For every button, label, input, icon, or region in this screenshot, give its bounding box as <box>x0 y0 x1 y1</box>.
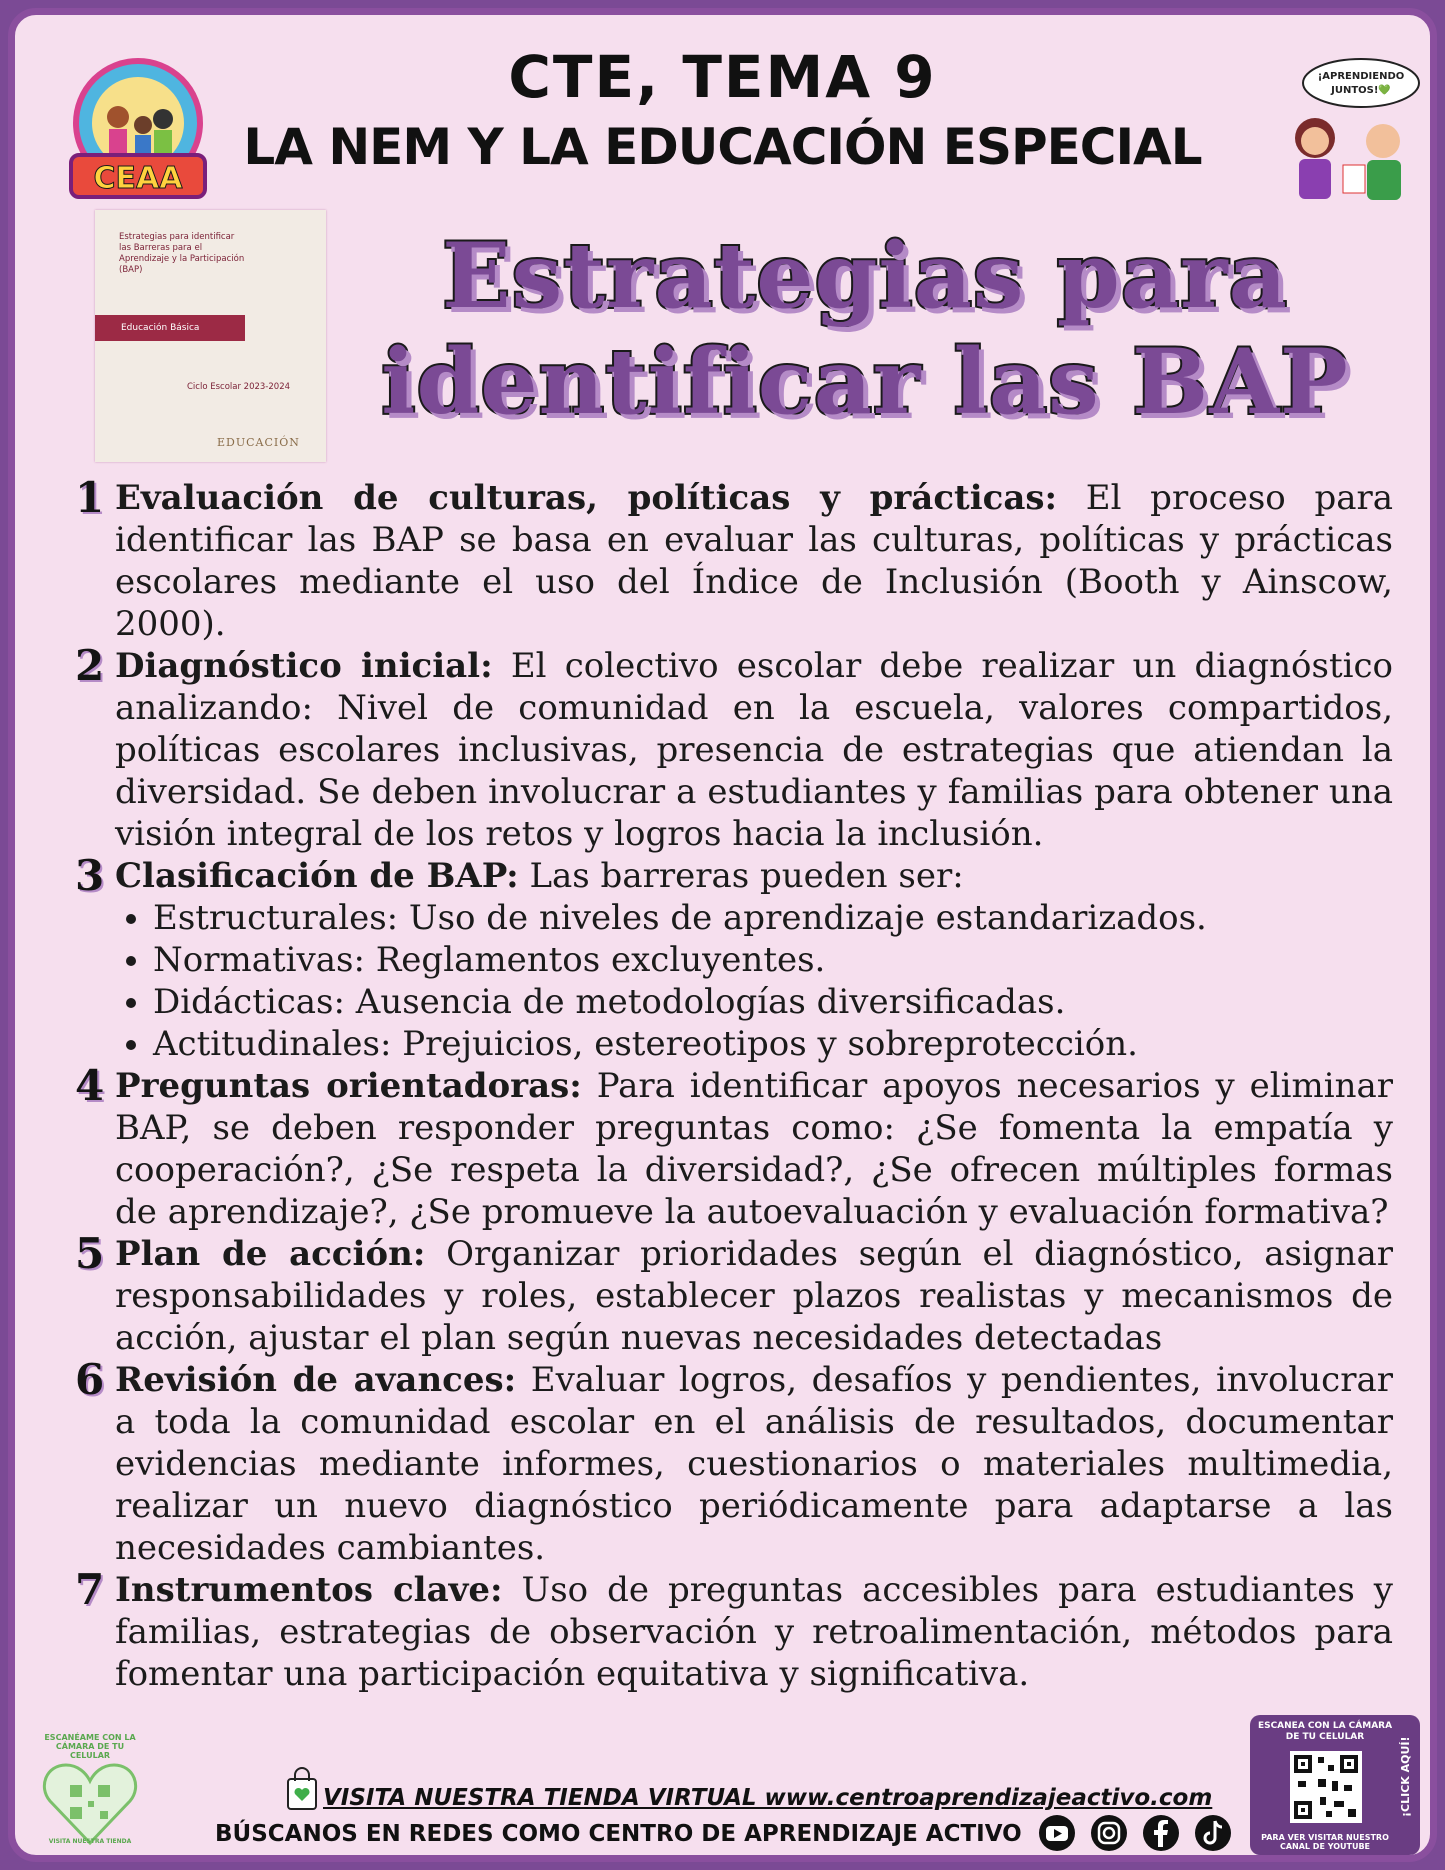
item-label: Evaluación de culturas, políticas y prácticas: <box>115 478 1058 518</box>
item-text: Uso de preguntas accesibles para estudiantes y familias, estrategias de observación y retroalimentación, métodos para fomentar una participación equitativa y significativa. <box>115 1570 1393 1694</box>
main-title-line-1: Estrategias para <box>442 223 1288 329</box>
click-here-label[interactable]: ¡CLICK AQUÍ! <box>1399 1736 1412 1818</box>
item-label: Instrumentos clave: <box>115 1570 503 1610</box>
barrier-item: • Didácticas: Ausencia de metodologías diversificadas. <box>153 981 1393 1023</box>
item-text: El colectivo escolar debe realizar un diagnóstico analizando: Nivel de comunidad en la escuela, valores compartidos, políticas escolares inclusivas, presencia de estrategias que atiendan la diversidad. Se deben involucrar a estudiantes y familias para obtener una visión integral de los retos y logros hacia la inclusión. <box>115 646 1393 854</box>
item-number: 4 <box>75 1061 105 1110</box>
list-item <box>75 1355 1394 1569</box>
store-link[interactable]: VISITA NUESTRA TIENDA VIRTUAL www.centroaprendizajeactivo.com <box>323 1785 1213 1811</box>
item-number: 6 <box>75 1355 105 1404</box>
content-list <box>75 473 1394 1695</box>
list-item <box>75 851 1393 900</box>
item-text: El proceso para identificar las BAP se basa en evaluar las culturas, políticas y prácticas escolares mediante el uso del Índice de Inclusión (Booth y Ainscow, 2000). <box>115 478 1393 644</box>
barrier-item: • Actitudinales: Prejuicios, estereotipos y sobreprotección. <box>153 1023 1393 1065</box>
item-label: Plan de acción: <box>115 1234 426 1274</box>
store-qr-code[interactable] <box>40 1757 140 1847</box>
main-title-line-2: identificar las BAP <box>381 329 1349 435</box>
shopping-bag-icon <box>285 1767 319 1811</box>
barrier-item: • Estructurales: Uso de niveles de aprendizaje estandarizados. <box>153 897 1393 939</box>
cover-band: Educación Básica <box>95 315 245 341</box>
svg-text:¡APRENDIENDO: ¡APRENDIENDO <box>1317 71 1405 82</box>
instagram-icon[interactable] <box>1091 1815 1127 1851</box>
item-number: 1 <box>75 473 105 522</box>
item-label: Diagnóstico inicial: <box>115 646 493 686</box>
item-label: Preguntas orientadoras: <box>115 1066 582 1106</box>
poster-frame <box>8 8 1437 1862</box>
barrier-list <box>75 897 1393 1065</box>
list-item <box>75 1229 1393 1359</box>
item-text: Evaluar logros, desafíos y pendientes, involucrar a toda la comunidad escolar en el análisis de resultados, documentar evidencias mediante informes, cuestionarios o materiales multimedia, realizar un nuevo diagnóstico periódicamente para adaptarse a las necesidades cambiantes. <box>115 1360 1394 1568</box>
item-text: Organizar prioridades según el diagnóstico, asignar responsabilidades y roles, establecer plazos realistas y mecanismos de acción, ajustar el plan según nuevas necesidades detectadas <box>115 1234 1393 1358</box>
youtube-qr-panel[interactable] <box>1250 1715 1420 1855</box>
youtube-qr-code[interactable] <box>1290 1751 1362 1823</box>
cover-title: Estrategias para identificar las Barreras para el Aprendizaje y la Participación (BAP) <box>119 232 245 275</box>
list-item <box>75 641 1393 855</box>
qr-left-bottom-text: VISITA NUESTRA TIENDA <box>48 1838 132 1845</box>
qr-right-caption-top: ESCANEA CON LA CÁMARA DE TU CELULAR <box>1257 1721 1393 1742</box>
svg-text:JUNTOS!💚: JUNTOS!💚 <box>1331 85 1391 96</box>
cover-cycle: Ciclo Escolar 2023-2024 <box>187 382 291 392</box>
list-item <box>75 1565 1393 1695</box>
document-cover-image <box>95 210 326 462</box>
item-label: Clasificación de BAP: <box>115 856 519 896</box>
main-title <box>345 223 1385 435</box>
tiktok-icon[interactable] <box>1195 1815 1231 1851</box>
barrier-item: • Normativas: Reglamentos excluyentes. <box>153 939 1393 981</box>
qr-left-caption: ESCANÉAME CON LA CÁMARA DE TU CELULAR <box>44 1733 136 1760</box>
item-number: 3 <box>75 851 105 900</box>
social-caption: BÚSCANOS EN REDES COMO CENTRO DE APRENDIZAJE ACTIVO <box>215 1821 1022 1847</box>
item-text: Para identificar apoyos necesarios y eliminar BAP, se deben responder preguntas como: ¿Se fomenta la empatía y cooperación?, ¿Se respeta la diversidad?, ¿Se ofrecen múltiples formas de aprendizaje?, ¿Se promueve la autoevaluación y evaluación formativa? <box>115 1066 1393 1232</box>
header-line-2: LA NEM Y LA EDUCACIÓN ESPECIAL <box>243 118 1202 176</box>
item-number: 2 <box>75 641 105 690</box>
qr-right-caption-bottom: PARA VER VISITAR NUESTRO CANAL DE YOUTUBE <box>1261 1833 1389 1851</box>
header-line-1: CTE, TEMA 9 <box>508 43 937 111</box>
list-item <box>75 1061 1393 1233</box>
social-icons <box>1037 1812 1247 1854</box>
aprendiendo-juntos-logo <box>1283 53 1423 203</box>
item-label: Revisión de avances: <box>115 1360 517 1400</box>
facebook-icon[interactable] <box>1143 1815 1179 1851</box>
cover-footer: EDUCACIÓN <box>217 436 300 449</box>
ceaa-logo-text: CEAA <box>93 161 183 196</box>
item-number: 5 <box>75 1229 105 1278</box>
list-item <box>75 473 1393 645</box>
item-text: Las barreras pueden ser: <box>518 856 964 896</box>
youtube-icon[interactable] <box>1039 1815 1075 1851</box>
item-number: 7 <box>75 1565 105 1614</box>
